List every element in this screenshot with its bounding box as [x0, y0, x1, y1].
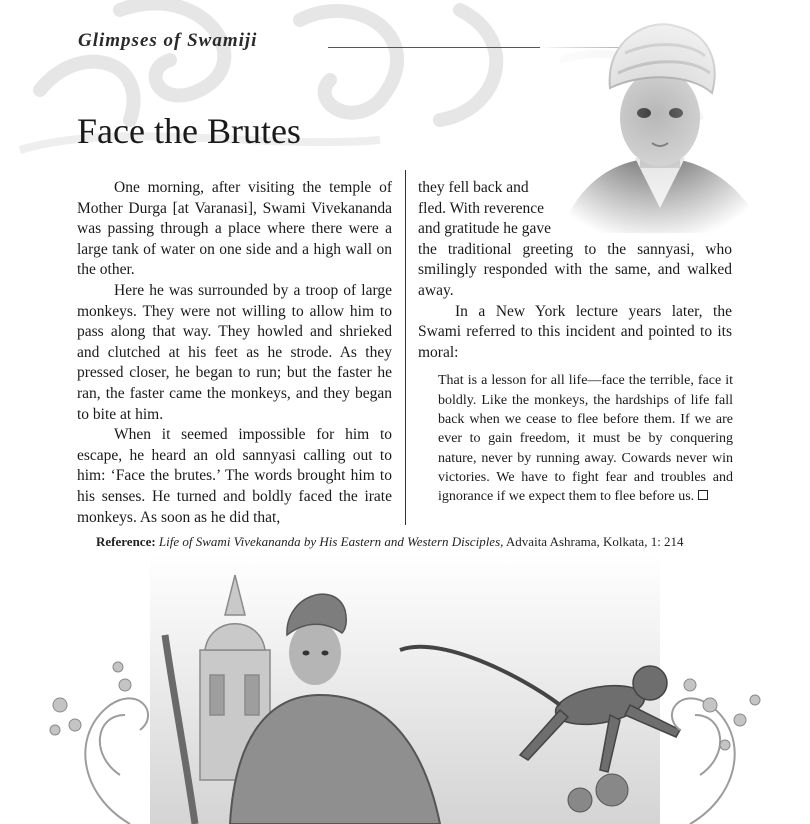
wrap-line: they fell back and [418, 179, 529, 196]
paragraph: In a New York lecture years later, the Swami referred to this incident and pointed to its moral: [418, 302, 732, 361]
paragraph: When it seemed impossible for him to escape, he heard an old sannyasi calling out to him: ‘Face the brutes.’ The words brought him to his senses. He turned and boldly faced the irate monkeys. As soon as he did that, [77, 426, 392, 526]
reference-details: , Advaita Ashrama, Kolkata, 1: 214 [500, 534, 684, 549]
end-mark-icon [698, 490, 708, 500]
wrap-line: and gratitude he gave [418, 220, 551, 238]
paragraph: the traditional greeting to the sannyasi, who smilingly responded with the same, and walked away. [418, 240, 732, 299]
article-title: Face the Brutes [77, 111, 301, 151]
right-text-column [418, 178, 732, 506]
paragraph: Here he was surrounded by a troop of large monkeys. They were not willing to allow him to pass along that way. They howled and shrieked and clutched at his feet as he strode. As they pressed closer, he began to run; but the faster he ran, the faster came the monkeys, and they began to bite at him. [77, 281, 392, 423]
reference-line [96, 534, 776, 550]
illustration-swamiji-facing-monkeys [0, 555, 810, 824]
wrap-line: fled. With reverence [418, 199, 545, 217]
quote-text: That is a lesson for all life—face the terrible, face it boldly. Like the monkeys, the hardships of life fall back when we cease to flee before them. If we are ever to gain freedom, it must be by conquering nature, never by running away. Cowards never win victories. We have to fight fear and troubles and ignorance if we expect them to flee before us. [438, 373, 733, 505]
column-divider [405, 170, 406, 525]
section-header: Glimpses of Swamiji [78, 30, 258, 51]
left-text-column [77, 178, 392, 528]
reference-label: Reference: [96, 534, 156, 549]
reference-book-title: Life of Swami Vivekananda by His Eastern and Western Disciples [158, 534, 501, 549]
paragraph: One morning, after visiting the temple of Mother Durga [at Varanasi], Swami Vivekananda was passing through a place where there were a large tank of water on one side and a high wall on the other. [77, 179, 392, 279]
block-quote [438, 371, 733, 506]
